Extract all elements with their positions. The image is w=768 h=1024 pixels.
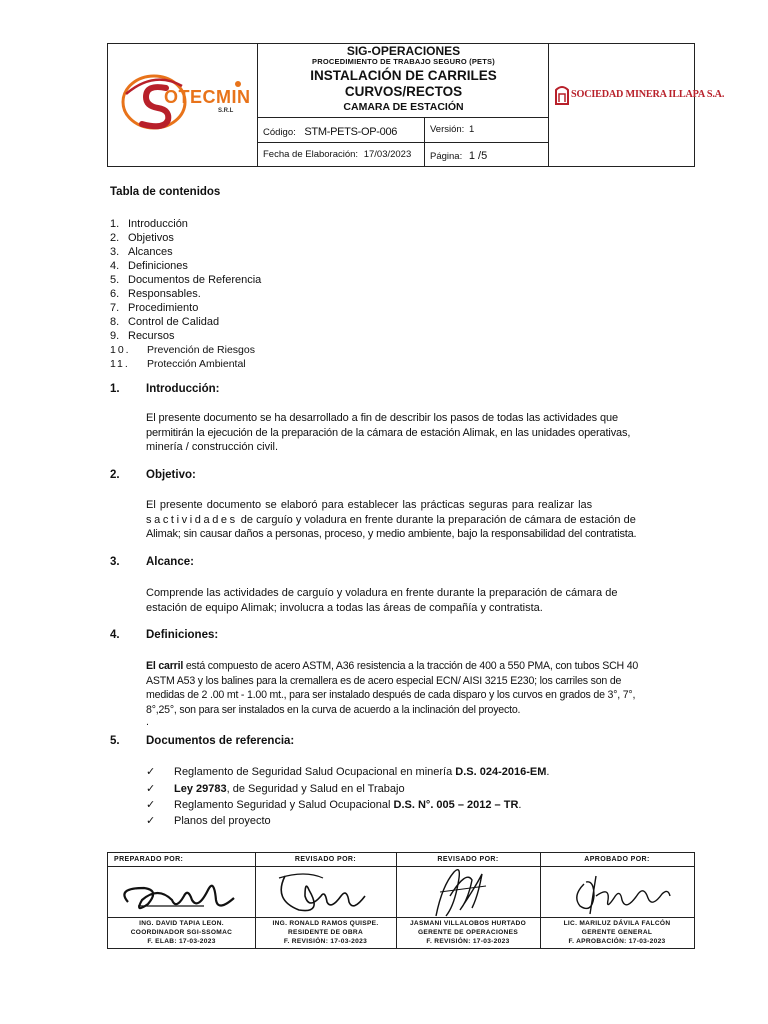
signature-image — [550, 866, 684, 918]
term-carril: El carril — [146, 660, 184, 672]
section-paragraph: El carril está compuesto de acero ASTM, A36 resistencia a la tracción de 400 a 550 PMA, con tubos SCH 40 ASTM A53 y los balines para la cremallera es de acero especial ECN/ AISI 3215 E230; los carriles son de medidas de 2 .00 mt - 1.00 mt., para ser instalado después de cada disparo y los curvos en grados de 3°, 7°, 8°,25°, son para ser instalados en la curva de acuerdo a la inclinación del proyecto. . — [146, 660, 639, 728]
checkmark-icon: ✓ — [146, 815, 156, 827]
section-paragraph: El presente documento se elaboró para establecer las prácticas seguras para realizar las sactividades de carguío y voladura en frente durante la preparación de cámara de estación de Alimak; sin causar daños a personas, proceso, y medio ambiente, bajo la responsabilidad del contratista. — [146, 499, 637, 540]
toc-item: 10. Prevención de Riesgos — [110, 344, 255, 356]
toc-title: Tabla de contenidos — [110, 186, 221, 198]
toc-item: 4. Definiciones — [110, 260, 188, 272]
client-name: SOCIEDAD MINERA ILLAPA S.A. — [571, 89, 725, 100]
signer-info: ING. DAVID TAPIA LEON. COORDINADOR SGI-SSOMAC F. ELAB: 17-03-2023 — [130, 920, 233, 945]
doc-title-line2: CURVOS/RECTOS — [344, 84, 463, 99]
signature-image — [118, 866, 245, 918]
fecha-cell — [263, 149, 411, 160]
toc-item: 9. Recursos — [110, 330, 175, 342]
checkmark-icon: ✓ — [146, 783, 156, 795]
client-logo — [554, 84, 725, 108]
codigo-value: STM-PETS-OP-006 — [304, 126, 398, 138]
doc-title — [258, 68, 549, 100]
fecha-label: Fecha de Elaboración: — [263, 149, 359, 160]
column-header: REVISADO POR: — [294, 856, 357, 863]
toc-list — [110, 217, 261, 371]
signature-image — [406, 866, 530, 918]
toc-item: 6. Responsables. — [110, 288, 201, 300]
column-header: PREPARADO POR: — [114, 856, 184, 863]
toc-item: 5. Documentos de Referencia — [110, 274, 262, 286]
column-header: APROBADO POR: — [584, 856, 650, 863]
signature-column-reviewed-1 — [255, 853, 396, 948]
signature-column-prepared — [108, 853, 255, 948]
signer-info: JASMANI VILLALOBOS HURTADO GERENTE DE OPERACIONES F. REVISIÓN: 17-03-2023 — [409, 920, 527, 945]
reference-item: ✓ Ley 29783, de Seguridad y Salud en el Trabajo — [146, 783, 405, 795]
toc-item: 2. Objetivos — [110, 232, 174, 244]
reference-item: ✓ Planos del proyecto — [146, 815, 271, 827]
area-title: SIG-OPERACIONES — [346, 44, 461, 58]
pagina-label: Página: — [430, 151, 463, 162]
signer-info: LIC. MARILUZ DÁVILA FALCÓN GERENTE GENERAL F. APROBACIÓN: 17-03-2023 — [563, 920, 671, 945]
reference-item: ✓ Reglamento de Seguridad Salud Ocupacional en minería D.S. 024-2016-EM. — [146, 766, 550, 778]
pagina-cell — [430, 150, 487, 162]
company-logo-text: OTECMIN — [164, 87, 251, 107]
section-paragraph: El presente documento se ha desarrollado a fin de describir los pasos de todas las actividades que permitirán la ejecución de la preparación de la cámara de estación Alimak, en las unidades operativas, minería / construcción civil. — [146, 412, 631, 453]
toc-item: 3. Alcances — [110, 246, 173, 258]
signature-table — [107, 852, 695, 949]
codigo-label: Código: — [263, 127, 296, 138]
toc-item: 1. Introducción — [110, 218, 188, 230]
fecha-value: 17/03/2023 — [363, 149, 412, 160]
signature-column-approved — [540, 853, 694, 948]
toc-item: 7. Procedimiento — [110, 302, 199, 314]
doc-title-line1: INSTALACIÓN DE CARRILES — [310, 68, 497, 83]
company-logo — [118, 64, 250, 144]
doc-type: PROCEDIMIENTO DE TRABAJO SEGURO (PETS) — [312, 57, 495, 66]
checkmark-icon: ✓ — [146, 799, 156, 811]
company-logo-subtext: S.R.L — [218, 108, 234, 114]
section-title: Objetivo: — [146, 469, 196, 481]
toc-item: 8. Control de Calidad — [110, 316, 220, 328]
version-label: Versión: — [430, 124, 465, 135]
toc-item: 11. Protección Ambiental — [110, 358, 246, 370]
version-value: 1 — [468, 124, 475, 135]
document-header — [107, 43, 725, 167]
section-number: 5. — [110, 735, 120, 747]
section-title: Introducción: — [146, 383, 220, 395]
pagina-value: 1 /5 — [468, 150, 488, 162]
signer-info: ING. RONALD RAMOS QUISPE. RESIDENTE DE OBRA F. REVISIÓN: 17-03-2023 — [272, 920, 379, 945]
section-number: 3. — [110, 556, 120, 568]
reference-item: ✓ Reglamento Seguridad y Salud Ocupacional D.S. N°. 005 – 2012 – TR. — [146, 799, 522, 811]
checkmark-icon: ✓ — [146, 766, 156, 778]
section-title: Definiciones: — [146, 629, 219, 641]
section-number: 1. — [110, 383, 120, 395]
doc-subtitle: CAMARA DE ESTACIÓN — [343, 101, 464, 113]
section-title: Documentos de referencia: — [146, 735, 295, 747]
column-header: REVISADO POR: — [437, 856, 499, 863]
version-cell — [430, 124, 474, 135]
client-emblem-icon — [554, 86, 570, 106]
signature-image — [265, 866, 386, 918]
section-number: 2. — [110, 469, 120, 481]
section-paragraph: Comprende las actividades de carguío y voladura en frente durante la preparación de cámara de estación de equipo Alimak; involucra a todas las áreas de compañía y contratista. — [146, 587, 618, 614]
section-number: 4. — [110, 629, 120, 641]
codigo-cell — [263, 126, 397, 138]
signature-column-reviewed-2 — [396, 853, 540, 948]
section-title: Alcance: — [146, 556, 194, 568]
